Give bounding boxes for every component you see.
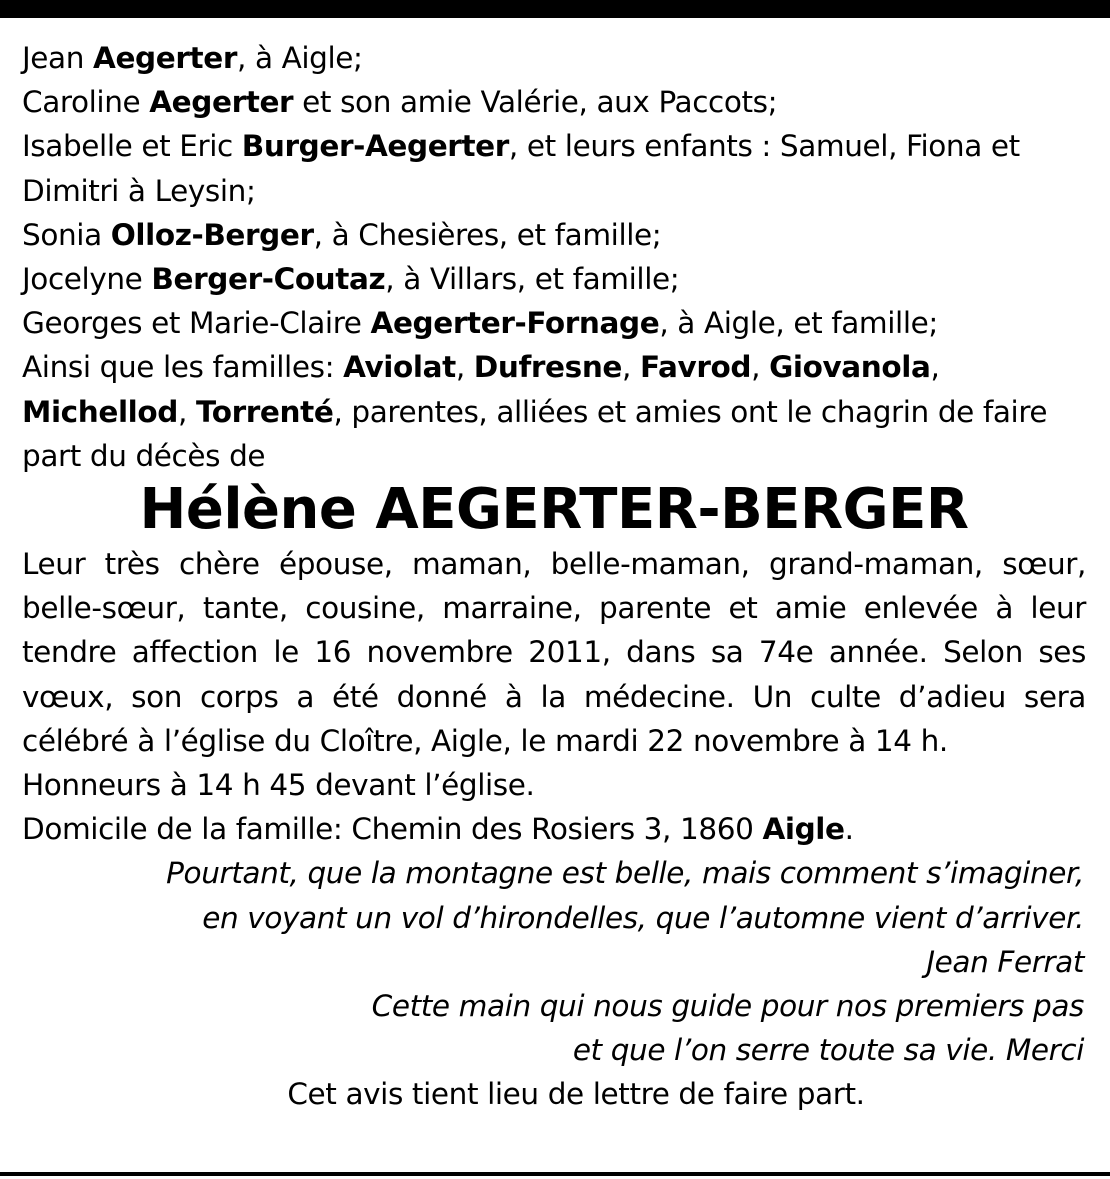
family-line-5: Jocelyne Berger-Coutaz, à Villars, et famille; [22, 262, 680, 297]
family-name: Dufresne [473, 350, 623, 385]
honors-text: Honneurs à 14 h 45 devant l’église. [22, 768, 535, 803]
body-text: Leur très chère épouse, maman, belle-maman, grand-maman, sœur, belle-sœur, tante, cousine, marraine, parente et amie enlevée à leur tendre affection le 16 novembre 2011, dans sa 74e année. Selon ses vœux, son corps a été donné à la médecine. Un culte d’adieu sera célébré à l’église du Cloître, Aigle, le mardi 22 novembre à 14 h. [22, 547, 1087, 758]
family-name: Aviolat [343, 350, 456, 385]
family-name: Burger-Aegerter [241, 129, 509, 164]
family-line-6: Georges et Marie-Claire Aegerter-Fornage, à Aigle, et famille; [22, 306, 938, 341]
family-name: Aegerter [93, 41, 237, 75]
family-name: Aegerter [149, 85, 294, 120]
family-name: Olloz-Berger [110, 217, 314, 252]
closing-text: Cet avis tient lieu de lettre de faire part. [287, 1077, 865, 1112]
family-name: Favrod [640, 350, 752, 385]
quote-line-2: en voyant un vol d’hirondelles, que l’automne vient d’arriver. [202, 900, 1084, 935]
families-line: Ainsi que les familles: Aviolat, Dufresne, Favrod, Giovanola, Michellod, Torrenté, parentes, alliées et amies ont le chagrin de faire part du décès de [22, 350, 1048, 473]
deceased-name: Hélène AEGERTER-BERGER [139, 477, 969, 543]
quote-author: Jean Ferrat [926, 944, 1084, 979]
top-rule [0, 0, 1110, 18]
domicile-text: Domicile de la famille: Chemin des Rosiers 3, 1860 Aigle. [22, 812, 854, 847]
family-name: Aegerter-Fornage [370, 306, 660, 341]
family-name: Giovanola [769, 350, 931, 385]
bottom-rule [0, 1172, 1110, 1176]
quote-line-4: et que l’on serre toute sa vie. Merci [572, 1033, 1084, 1068]
quote-line-1: Pourtant, que la montagne est belle, mais comment s’imaginer, [166, 856, 1084, 891]
family-line-4: Sonia Olloz-Berger, à Chesières, et famille; [22, 217, 662, 252]
obituary-notice [22, 36, 1086, 1117]
domicile-city: Aigle [762, 812, 845, 847]
family-line-2: Caroline Aegerter et son amie Valérie, aux Paccots; [22, 85, 778, 120]
family-line-1: Jean Aegerter, à Aigle; [22, 41, 363, 75]
family-name: Torrenté [195, 394, 334, 429]
family-name: Berger-Coutaz [151, 262, 386, 297]
family-line-3: Isabelle et Eric Burger-Aegerter, et leurs enfants : Samuel, Fiona et Dimitri à Leysin; [22, 129, 1020, 208]
quote-line-3: Cette main qui nous guide pour nos premiers pas [371, 989, 1084, 1024]
family-name: Michellod [22, 394, 178, 429]
